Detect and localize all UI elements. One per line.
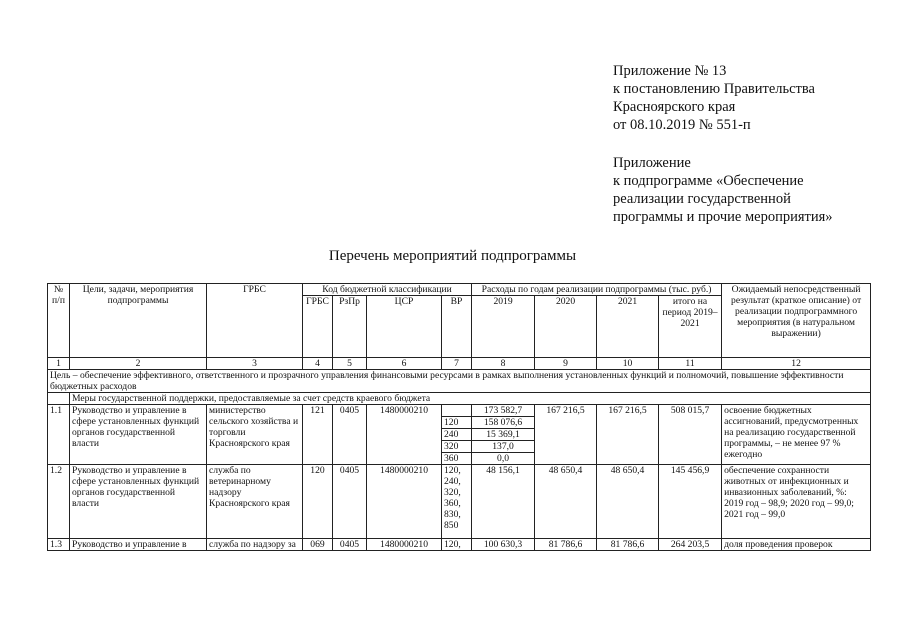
row-grbs-code: 120 [303,465,333,539]
row-2020: 167 216,5 [535,405,597,465]
header-expenses: Расходы по годам реализации подпрограммы (тыс. руб.) [472,284,722,296]
header-total: итого на период 2019–2021 [659,296,722,358]
row-2019: 100 630,3 [472,539,535,551]
row-total: 264 203,5 [659,539,722,551]
row-grbs-code: 069 [303,539,333,551]
row-2021: 48 650,4 [597,465,659,539]
table-row [48,405,871,465]
header-rzpr: РзПр [333,296,367,358]
header-vr: ВР [442,296,472,358]
col-number: 1 [48,358,70,370]
appendix-line: Приложение № 13 [613,63,727,79]
appendix-line: Красноярского края [613,99,736,115]
row-name: Руководство и управление в сфере установленных функций органов государственной власти [70,465,207,539]
header-grbs: ГРБС [207,284,303,358]
header-num: № п/п [48,284,70,358]
row-2020: 48 650,4 [535,465,597,539]
goal-row [48,370,871,393]
row-2020: 81 786,6 [535,539,597,551]
measures-table [47,283,871,551]
appendix-line: Приложение [613,155,691,171]
header-row [48,284,871,296]
row-grbs: служба по надзору за [207,539,303,551]
row-2021: 81 786,6 [597,539,659,551]
appendix-line: реализации государственной [613,191,791,207]
appendix-line: программы и прочие мероприятия» [613,209,833,225]
col-number: 11 [659,358,722,370]
row-2019: 173 582,7 158 076,6 15 369,1 137,0 0,0 [472,405,535,465]
table-row [48,539,871,551]
row-vr: 120 240 320 360 [442,405,472,465]
row-name: Руководство и управление в сфере установленных функций органов государственной власти [70,405,207,465]
appendix-line: от 08.10.2019 № 551-п [613,117,751,133]
col-number: 5 [333,358,367,370]
col-number: 3 [207,358,303,370]
row-grbs: министерство сельского хозяйства и торговли Красноярского края [207,405,303,465]
row-rzpr: 0405 [333,405,367,465]
row-csr: 1480000210 [367,465,442,539]
row-name: Руководство и управление в [70,539,207,551]
header-2021: 2021 [597,296,659,358]
header-budget-code: Код бюджетной классификации [303,284,472,296]
page-title: Перечень мероприятий подпрограммы [328,248,577,264]
table-row [48,465,871,539]
col-number: 7 [442,358,472,370]
goal-text: Цель – обеспечение эффективного, ответственного и прозрачного управления финансовыми ресурсами в рамках выполнения установленных функций и полномочий, повышение эффективности бюджетных расходов [48,370,871,393]
appendix-line: к постановлению Правительства [613,81,815,97]
header-2020: 2020 [535,296,597,358]
col-number: 2 [70,358,207,370]
row-grbs: служба по ветеринарному надзору Красноярского края [207,465,303,539]
col-number: 4 [303,358,333,370]
col-number: 12 [722,358,871,370]
header-grbs-code: ГРБС [303,296,333,358]
row-vr: 120, [442,539,472,551]
row-rzpr: 0405 [333,465,367,539]
header-2019: 2019 [472,296,535,358]
measures-row [48,393,871,405]
col-number: 10 [597,358,659,370]
measures-text: Меры государственной поддержки, предоставляемые за счет средств краевого бюджета [70,393,871,405]
col-number: 8 [472,358,535,370]
row-result: освоение бюджетных ассигнований, предусмотренных на реализацию государственной программы, – не менее 97 % ежегодно [722,405,871,465]
row-num: 1.2 [48,465,70,539]
col-number: 6 [367,358,442,370]
row-total: 145 456,9 [659,465,722,539]
row-total: 508 015,7 [659,405,722,465]
row-vr: 120, 240, 320, 360, 830, 850 [442,465,472,539]
appendix-line: к подпрограмме «Обеспечение [613,173,804,189]
row-result: обеспечение сохранности животных от инфекционных и инвазионных заболеваний, %: 2019 год – 98,9; 2020 год – 99,0; 2021 год – 99,0 [722,465,871,539]
row-rzpr: 0405 [333,539,367,551]
col-number: 9 [535,358,597,370]
row-num: 1.3 [48,539,70,551]
row-grbs-code: 121 [303,405,333,465]
header-goals: Цели, задачи, мероприятия подпрограммы [70,284,207,358]
header-expected: Ожидаемый непосредственный результат (краткое описание) от реализации подпрограммного мероприятия (в натуральном выражении) [722,284,871,358]
row-num: 1.1 [48,405,70,465]
appendix-block [613,62,833,226]
row-result: доля проведения проверок [722,539,871,551]
row-2019: 48 156,1 [472,465,535,539]
row-2021: 167 216,5 [597,405,659,465]
row-csr: 1480000210 [367,405,442,465]
row-csr: 1480000210 [367,539,442,551]
header-csr: ЦСР [367,296,442,358]
column-number-row [48,358,871,370]
